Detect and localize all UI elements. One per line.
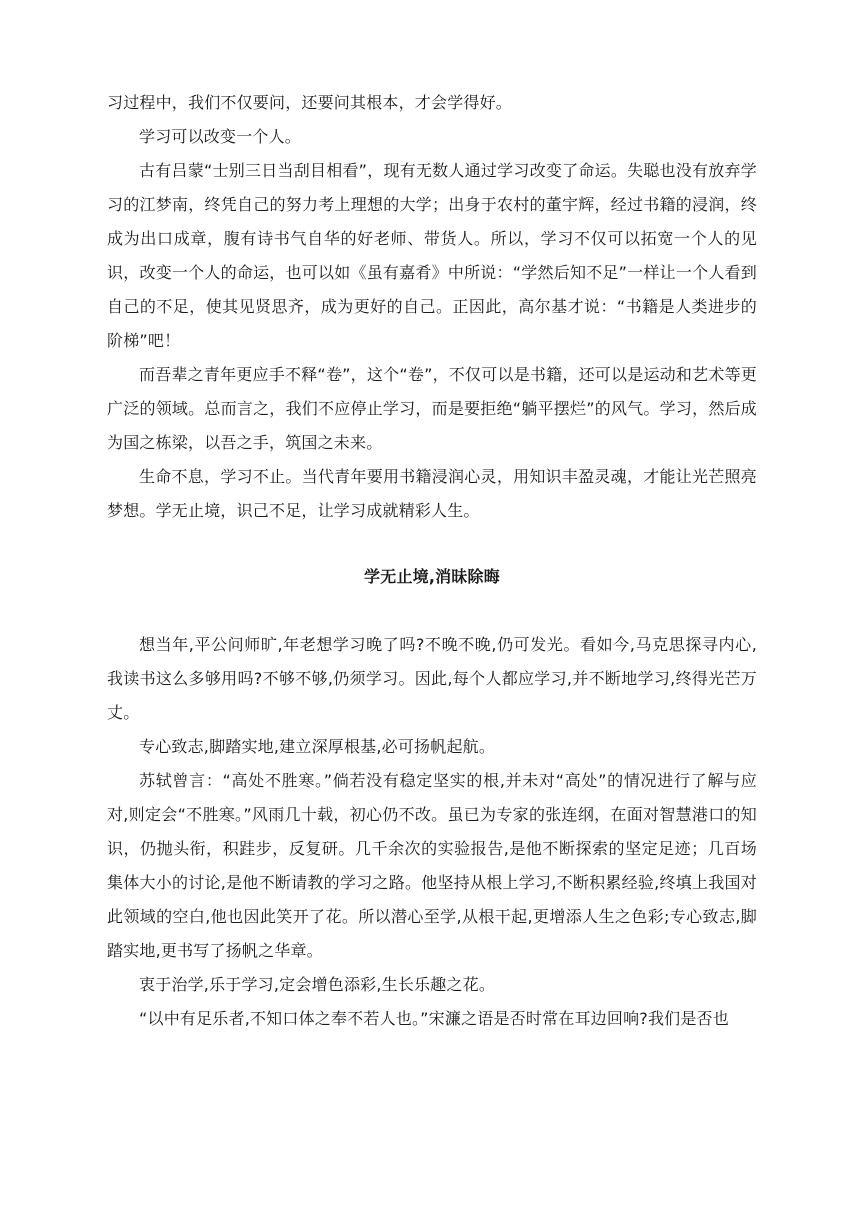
paragraph: 习过程中，我们不仅要问，还要问其根本，才会学得好。 — [107, 93, 513, 112]
paragraph: 古有吕蒙“士别三日当刮目相看”，现有无数人通过学习改变了命运。失聪也没有放弃学习的江梦南，终凭自己的努力考上理想的大学；出身于农村的董宇辉，经过书籍的浸润，终成为出口成章，腹有诗书气自华的好老师、带货人。所以，学习不仅可以拓宽一个人的见识，改变一个人的命运，也可以如《虽有嘉肴》中所说：“学然后知不足”一样让一个人看到自己的不足，使其见贤思齐，成为更好的自己。正因此，高尔基才说：“书籍是人类进步的阶梯”吧！ — [107, 161, 757, 350]
paragraph: 苏轼曾言：“高处不胜寒。”倘若没有稳定坚实的根,并未对“高处”的情况进行了解与应对,则定会“不胜寒。”风雨几十载，初心仍不改。虽已为专家的张连纲，在面对智慧港口的知识，仍抛头衔，积跬步，反复研。几千余次的实验报告,是他不断探索的坚定足迹；几百场集体大小的讨论,是他不断请教的学习之路。他坚持从根上学习,不断积累经验,终填上我国对此领域的空白,他也因此笑开了花。所以潜心至学,从根干起,更增添人生之色彩;专心致志,脚踏实地,更书写了扬帆之华章。 — [107, 771, 757, 960]
paragraph: 而吾辈之青年更应手不释“卷”，这个“卷”，不仅可以是书籍，还可以是运动和艺术等更广泛的领域。总而言之，我们不应停止学习，而是要拒绝“躺平摆烂”的风气。学习，然后成为国之栋梁，以吾之手，筑国之未来。 — [107, 365, 757, 452]
paragraph: 生命不息，学习不止。当代青年要用书籍浸润心灵，用知识丰盈灵魂，才能让光芒照亮梦想。学无止境，识己不足，让学习成就精彩人生。 — [107, 467, 757, 520]
paragraph: 专心致志,脚踏实地,建立深厚根基,必可扬帆起航。 — [139, 737, 496, 756]
essay-title: 学无止境,消昧除晦 — [364, 567, 500, 586]
paragraph: 衷于治学,乐于学习,定会增色添彩,生长乐趣之花。 — [139, 975, 496, 994]
paragraph: 学习可以改变一个人。 — [139, 127, 302, 146]
paragraph: 想当年,平公问师旷,年老想学习晚了吗?不晚不晚,仍可发光。看如今,马克思探寻内心,我读书这么多够用吗?不够不够,仍须学习。因此,每个人都应学习,并不断地学习,终得光芒万丈。 — [107, 635, 757, 722]
document-page — [107, 86, 757, 1036]
paragraph: “以中有足乐者,不知口体之奉不若人也。”宋濂之语是否时常在耳边回响?我们是否也 — [139, 1009, 729, 1028]
